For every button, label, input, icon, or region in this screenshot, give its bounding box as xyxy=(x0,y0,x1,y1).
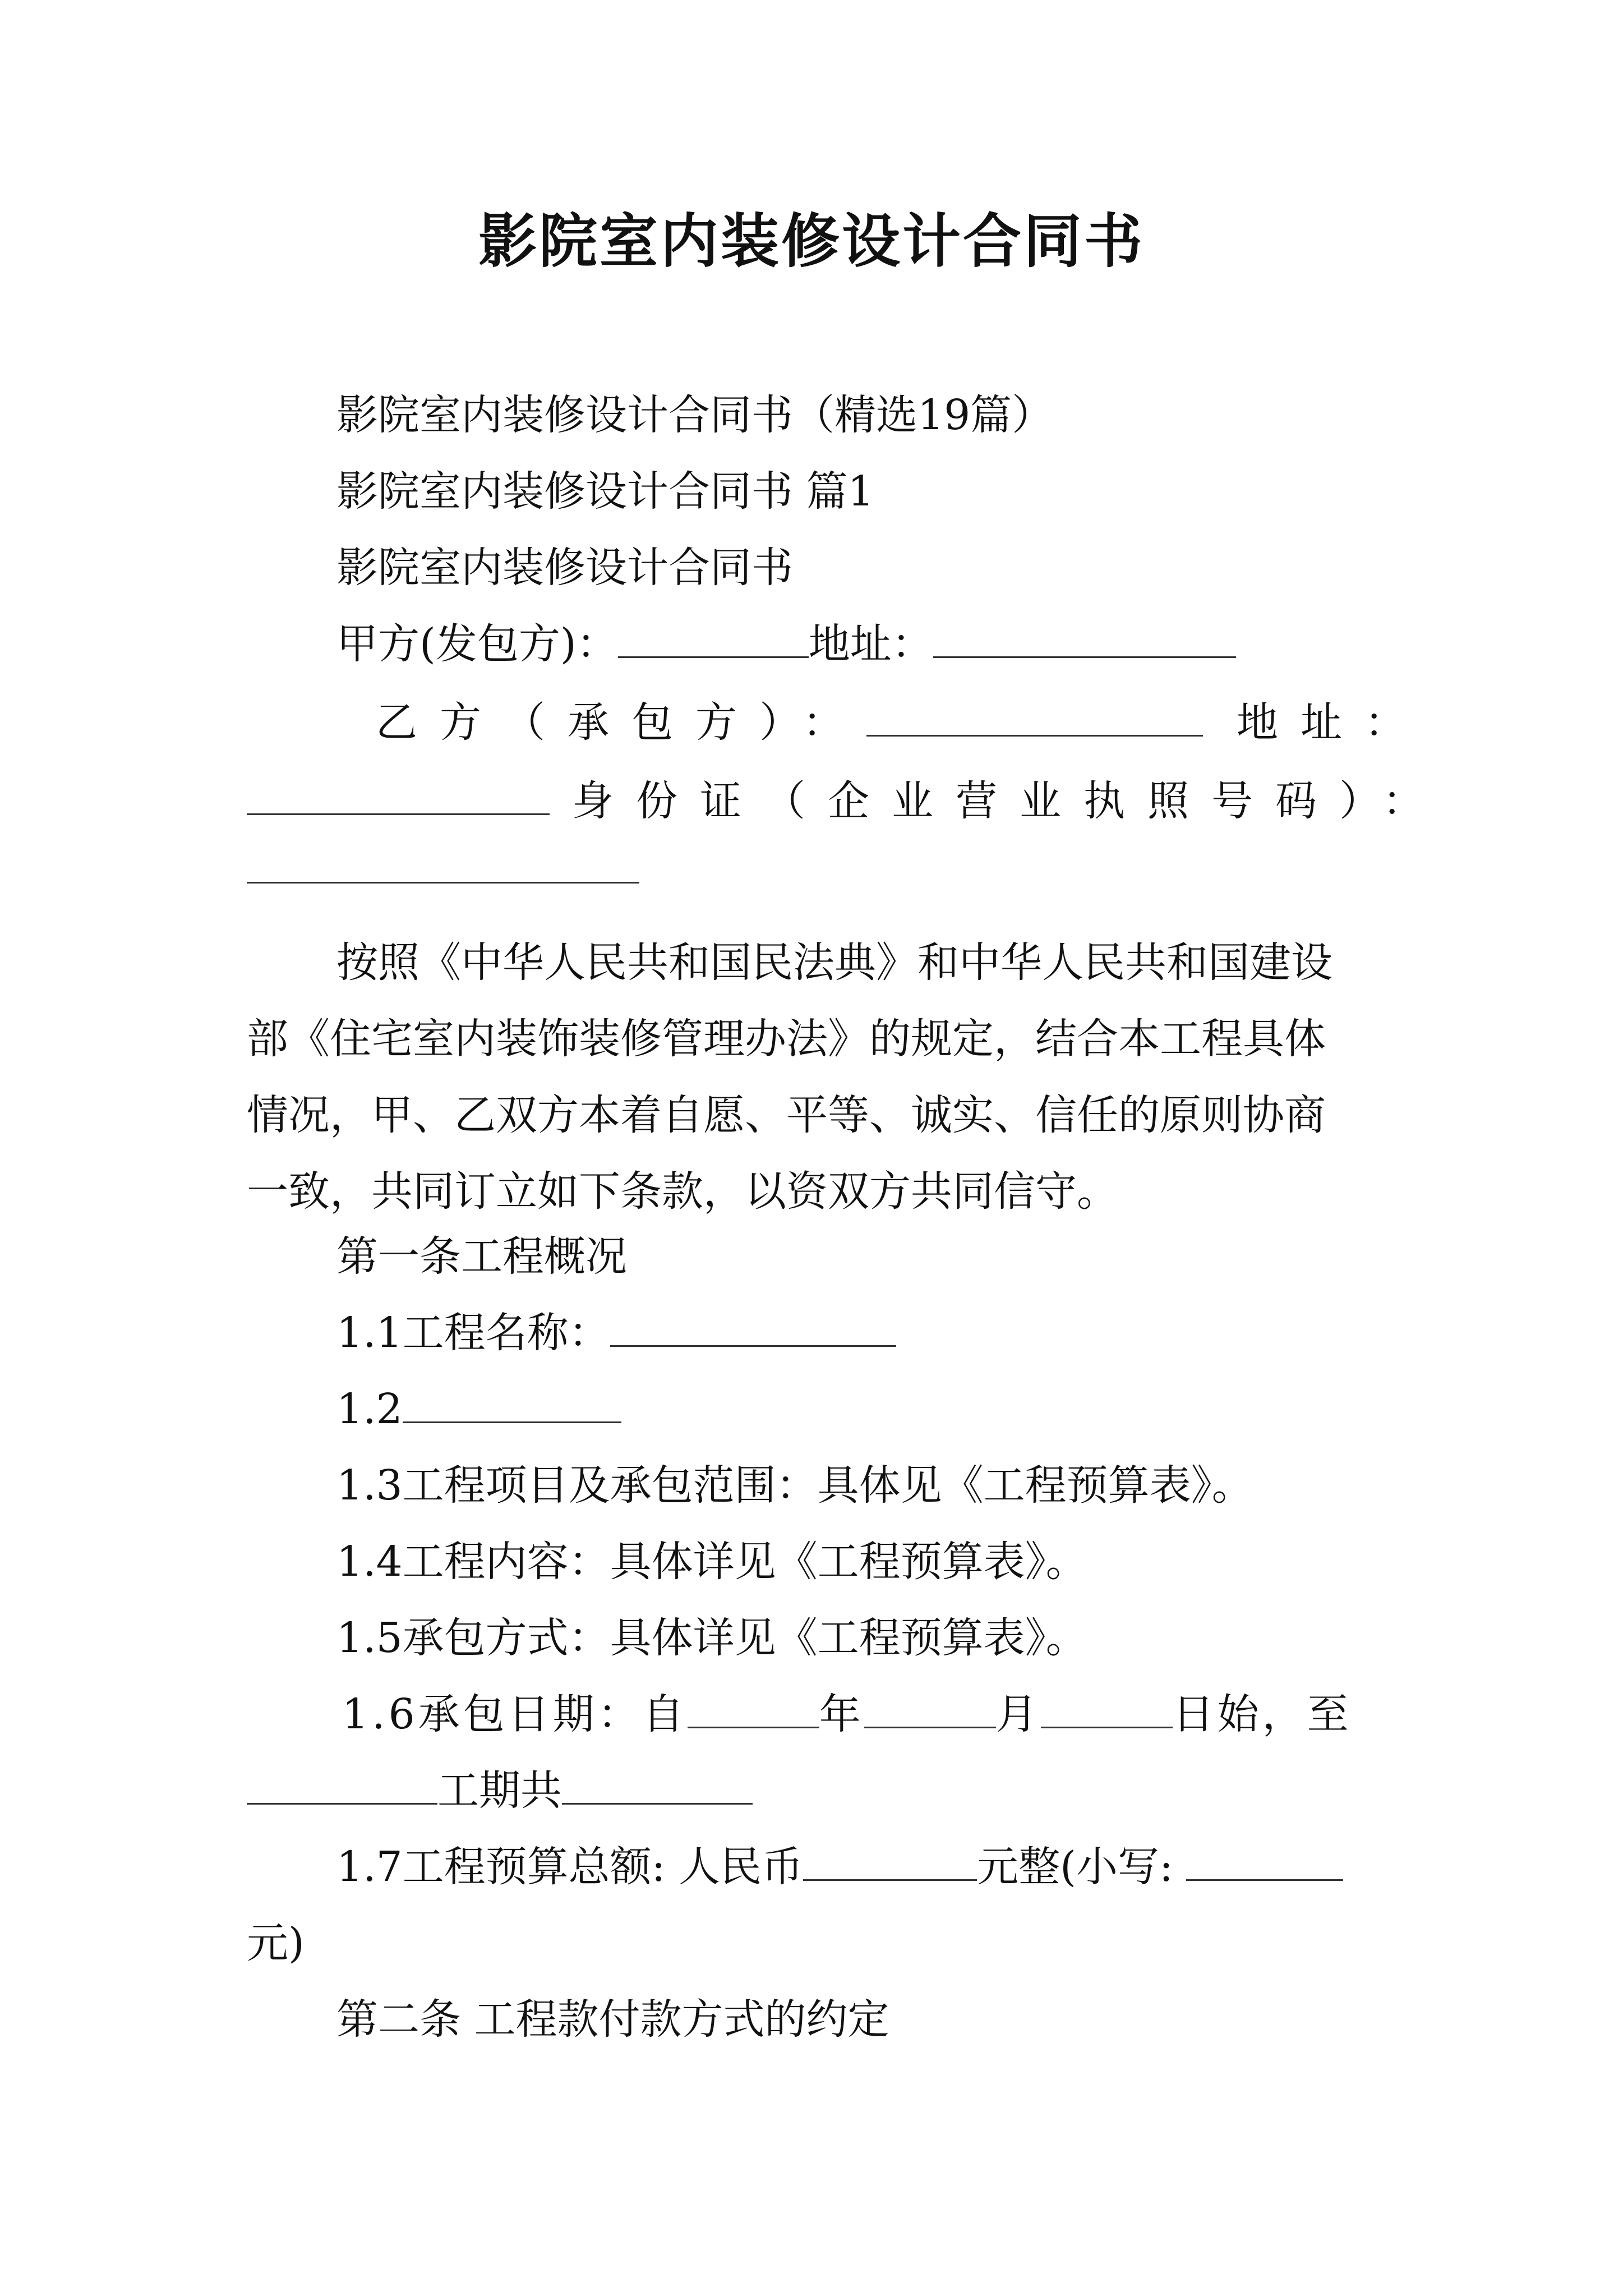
party-a-label: 甲方(发包方)： xyxy=(336,620,618,668)
item-1-2-blank xyxy=(403,1382,621,1423)
item-1-7-cont: 元) xyxy=(247,1919,305,1967)
intro-paragraph xyxy=(247,924,1385,1230)
item-1-2-label: 1.2 xyxy=(336,1385,403,1433)
month-label: 月 xyxy=(995,1690,1041,1738)
document-title: 影院室内装修设计合同书 xyxy=(478,207,1145,275)
intro-line: 部《住宅室内装饰装修管理办法》的规定，结合本工程具体 xyxy=(247,1015,1326,1063)
article-2-heading: 第二条 工程款付款方式的约定 xyxy=(336,1995,889,2044)
end-date-blank xyxy=(247,1764,437,1805)
party-b-blank xyxy=(866,696,1203,737)
start-month-blank xyxy=(864,1687,996,1728)
party-a-blank xyxy=(618,617,809,658)
duration-blank xyxy=(562,1764,753,1805)
amount-words-blank xyxy=(803,1840,977,1881)
project-name-blank xyxy=(610,1306,896,1347)
id-line xyxy=(247,773,1446,829)
amount-small-label: 元整(小写: xyxy=(977,1843,1187,1891)
intro-line: 一致，共同订立如下条款，以资双方共同信守。 xyxy=(247,1167,1118,1216)
duration-label: 工期共 xyxy=(437,1766,562,1815)
item-1-6 xyxy=(342,1686,1352,1742)
item-1-7 xyxy=(336,1839,1343,1895)
id-blank-line xyxy=(247,841,639,898)
id-label: 身份证（企业营业执照号码）： xyxy=(572,777,1446,825)
part-heading: 影院室内装修设计合同书 篇1 xyxy=(336,467,874,516)
party-b-address-blank xyxy=(247,774,550,815)
party-b-address-label: 地址： xyxy=(1237,698,1428,747)
party-b-label: 乙方（承包方）： xyxy=(376,698,866,747)
start-year-blank xyxy=(688,1687,819,1728)
item-1-4: 1.4工程内容：具体详见《工程预算表》。 xyxy=(336,1538,1087,1586)
item-1-3: 1.3工程项目及承包范围：具体见《工程预算表》。 xyxy=(336,1461,1253,1510)
amount-digits-blank xyxy=(1186,1840,1343,1881)
contract-name: 影院室内装修设计合同书 xyxy=(336,544,793,592)
party-a-address-label: 地址： xyxy=(808,620,933,668)
day-start-label: 日始，至 xyxy=(1172,1690,1352,1738)
item-1-2 xyxy=(336,1381,621,1437)
item-1-1-label: 1.1工程名称： xyxy=(336,1309,610,1357)
intro-line: 按照《中华人民共和国民法典》和中华人民共和国建设 xyxy=(336,938,1332,987)
start-day-blank xyxy=(1041,1687,1173,1728)
article-1-heading: 第一条工程概况 xyxy=(336,1232,627,1281)
item-1-6-cont xyxy=(247,1763,753,1819)
id-number-blank xyxy=(247,843,639,884)
item-1-1 xyxy=(336,1305,896,1361)
item-1-5: 1.5承包方式：具体详见《工程预算表》。 xyxy=(336,1614,1087,1662)
party-b-line xyxy=(376,694,1428,751)
subtitle: 影院室内装修设计合同书（精选19篇） xyxy=(336,391,1054,439)
intro-line: 情况，甲、乙双方本着自愿、平等、诚实、信任的原则协商 xyxy=(247,1091,1326,1139)
party-a-address-blank xyxy=(933,617,1236,658)
party-a-line xyxy=(336,616,1236,672)
item-1-6-label: 1.6承包日期：自 xyxy=(342,1690,688,1738)
item-1-7-label: 1.7工程预算总额: 人民币 xyxy=(336,1843,804,1891)
year-label: 年 xyxy=(819,1690,864,1738)
